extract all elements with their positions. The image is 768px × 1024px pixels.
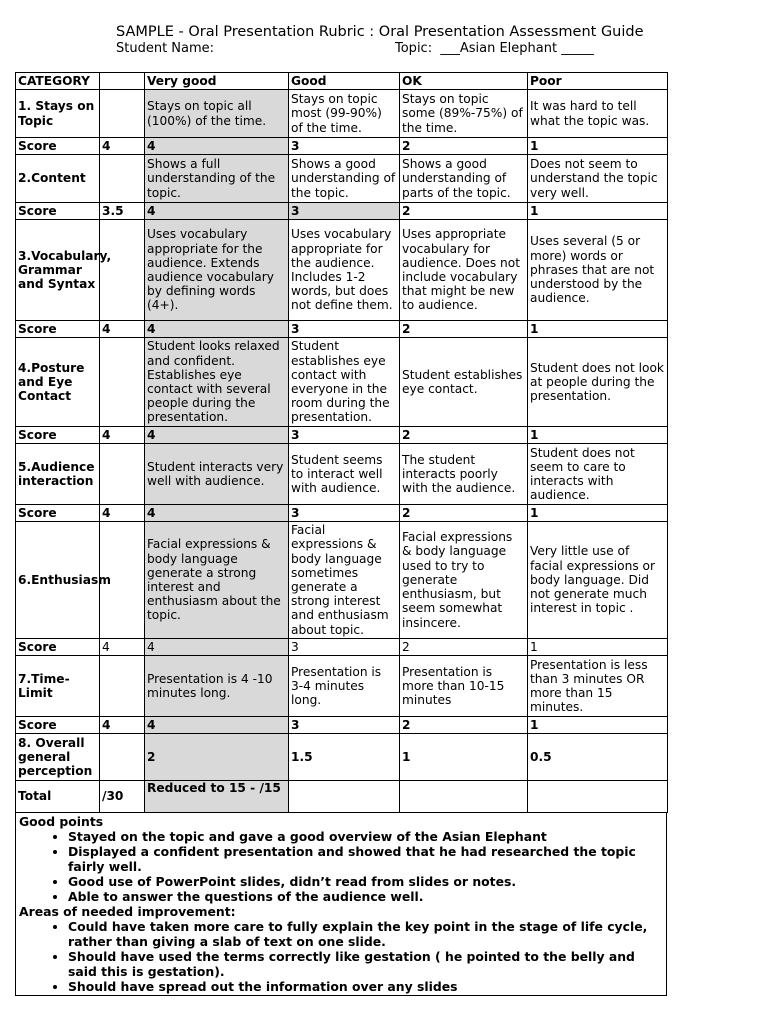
cell-own-score: 4: [100, 321, 145, 338]
cell-very-good: Reduced to 15 - /15: [145, 781, 289, 813]
cell-very-good: 4: [145, 505, 289, 522]
cell-category: 5.Audience interaction: [16, 444, 100, 505]
cell-category: Score: [16, 321, 100, 338]
cell-ok: 2: [400, 717, 528, 734]
table-header-row: [16, 73, 668, 90]
table-row: [16, 639, 668, 656]
cell-ok: 2: [400, 321, 528, 338]
cell-category: 2.Content: [16, 155, 100, 203]
cell-own-score: /30: [100, 781, 145, 813]
table-row: [16, 321, 668, 338]
cell-category: Score: [16, 138, 100, 155]
cell-very-good: 2: [145, 734, 289, 781]
table-row: [16, 338, 668, 427]
cell-ok: [400, 781, 528, 813]
cell-good: 3: [289, 321, 400, 338]
cell-own-score: [100, 220, 145, 321]
table-row: [16, 505, 668, 522]
list-item: • Should have spread out the information over any slides: [68, 979, 663, 994]
cell-good: Stays on topic most (99-90%) of the time.: [289, 90, 400, 138]
cell-poor: 1: [528, 717, 668, 734]
cell-poor: 1: [528, 505, 668, 522]
improvement-list: [19, 919, 663, 994]
rubric-table: [15, 72, 668, 813]
header-cell-own-score: [100, 73, 145, 90]
cell-category: 4.Posture and Eye Contact: [16, 338, 100, 427]
cell-good: 3: [289, 203, 400, 220]
cell-poor: 0.5: [528, 734, 668, 781]
cell-own-score: [100, 90, 145, 138]
cell-good: Shows a good understanding of the topic.: [289, 155, 400, 203]
list-item: • Stayed on the topic and gave a good overview of the Asian Elephant: [68, 829, 663, 844]
cell-very-good: 4: [145, 639, 289, 656]
cell-category: 8. Overall general perception: [16, 734, 100, 781]
cell-poor: 1: [528, 203, 668, 220]
list-item: • Displayed a confident presentation and showed that he had researched the topic fairly well.: [68, 844, 663, 874]
cell-poor: Uses several (5 or more) words or phrases that are not understood by the audience.: [528, 220, 668, 321]
cell-very-good: 4: [145, 427, 289, 444]
cell-own-score: [100, 734, 145, 781]
cell-ok: Facial expressions & body language used to try to generate enthusiasm, but seem somewhat insincere.: [400, 522, 528, 639]
header-cell-good: Good: [289, 73, 400, 90]
cell-ok: 2: [400, 427, 528, 444]
cell-own-score: [100, 444, 145, 505]
cell-good: [289, 781, 400, 813]
table-row: [16, 155, 668, 203]
cell-poor: Does not seem to understand the topic very well.: [528, 155, 668, 203]
cell-category: Score: [16, 203, 100, 220]
table-row: [16, 522, 668, 639]
cell-ok: Uses appropriate vocabulary for audience. Does not include vocabulary that might be new to audience.: [400, 220, 528, 321]
cell-very-good: Uses vocabulary appropriate for the audience. Extends audience vocabulary by defining words (4+).: [145, 220, 289, 321]
cell-good: 3: [289, 138, 400, 155]
cell-ok: The student interacts poorly with the audience.: [400, 444, 528, 505]
comments-box: [15, 813, 667, 996]
header-cell-very-good: Very good: [145, 73, 289, 90]
topic-label: Topic: ___Asian Elephant _____: [395, 41, 594, 56]
cell-ok: 2: [400, 639, 528, 656]
cell-very-good: Presentation is 4 -10 minutes long.: [145, 656, 289, 717]
cell-poor: 1: [528, 639, 668, 656]
cell-category: 6.Enthusiasm: [16, 522, 100, 639]
cell-very-good: Stays on topic all (100%) of the time.: [145, 90, 289, 138]
cell-category: Score: [16, 427, 100, 444]
document-title: SAMPLE - Oral Presentation Rubric : Oral Presentation Assessment Guide: [116, 24, 644, 40]
cell-very-good: 4: [145, 321, 289, 338]
list-item: • Able to answer the questions of the audience well.: [68, 889, 663, 904]
header-cell-poor: Poor: [528, 73, 668, 90]
cell-own-score: [100, 338, 145, 427]
table-row: [16, 717, 668, 734]
cell-own-score: 4: [100, 639, 145, 656]
cell-ok: Stays on topic some (89%-75%) of the time.: [400, 90, 528, 138]
cell-good: 1.5: [289, 734, 400, 781]
cell-category: Total: [16, 781, 100, 813]
cell-category: Score: [16, 505, 100, 522]
cell-own-score: [100, 656, 145, 717]
cell-good: 3: [289, 427, 400, 444]
cell-good: 3: [289, 639, 400, 656]
table-row: [16, 203, 668, 220]
list-item: • Should have used the terms correctly like gestation ( he pointed to the belly and said this is gestation).: [68, 949, 663, 979]
cell-good: Facial expressions & body language sometimes generate a strong interest and enthusiasm about topic.: [289, 522, 400, 639]
header-cell-ok: OK: [400, 73, 528, 90]
cell-very-good: Facial expressions & body language generate a strong interest and enthusiasm about the topic.: [145, 522, 289, 639]
cell-poor: It was hard to tell what the topic was.: [528, 90, 668, 138]
cell-good: Uses vocabulary appropriate for the audience. Includes 1-2 words, but does not define them.: [289, 220, 400, 321]
cell-very-good: Shows a full understanding of the topic.: [145, 155, 289, 203]
cell-good: Student seems to interact well with audience.: [289, 444, 400, 505]
cell-category: Score: [16, 639, 100, 656]
list-item: • Could have taken more care to fully explain the key point in the stage of life cycle, rather than giving a slab of text on one slide.: [68, 919, 663, 949]
table-row: [16, 90, 668, 138]
cell-ok: Shows a good understanding of parts of the topic.: [400, 155, 528, 203]
cell-own-score: 4: [100, 427, 145, 444]
cell-good: Presentation is 3-4 minutes long.: [289, 656, 400, 717]
table-row: [16, 734, 668, 781]
cell-very-good: Student interacts very well with audience.: [145, 444, 289, 505]
cell-very-good: 4: [145, 717, 289, 734]
cell-ok: 2: [400, 138, 528, 155]
cell-category: 1. Stays on Topic: [16, 90, 100, 138]
cell-own-score: 4: [100, 505, 145, 522]
cell-own-score: 4: [100, 138, 145, 155]
cell-poor: Student does not seem to care to interacts with audience.: [528, 444, 668, 505]
cell-poor: Presentation is less than 3 minutes OR more than 15 minutes.: [528, 656, 668, 717]
good-points-list: [19, 829, 663, 904]
table-row: [16, 427, 668, 444]
cell-poor: Student does not look at people during the presentation.: [528, 338, 668, 427]
cell-own-score: 4: [100, 717, 145, 734]
cell-poor: 1: [528, 427, 668, 444]
cell-ok: 1: [400, 734, 528, 781]
student-topic-line: [116, 41, 676, 57]
cell-good: 3: [289, 717, 400, 734]
header-cell-category: CATEGORY: [16, 73, 100, 90]
cell-very-good: 4: [145, 203, 289, 220]
cell-ok: Student establishes eye contact.: [400, 338, 528, 427]
table-row: [16, 781, 668, 813]
cell-good: 3: [289, 505, 400, 522]
cell-poor: [528, 781, 668, 813]
cell-poor: 1: [528, 138, 668, 155]
list-item: • Good use of PowerPoint slides, didn’t read from slides or notes.: [68, 874, 663, 889]
student-name-label: Student Name:: [116, 41, 215, 56]
table-row: [16, 138, 668, 155]
table-row: [16, 220, 668, 321]
cell-ok: 2: [400, 505, 528, 522]
cell-category: 3.Vocabulary, Grammar and Syntax: [16, 220, 100, 321]
table-row: [16, 444, 668, 505]
cell-category: Score: [16, 717, 100, 734]
cell-very-good: 4: [145, 138, 289, 155]
cell-poor: 1: [528, 321, 668, 338]
document-header: [116, 24, 676, 57]
table-row: [16, 656, 668, 717]
good-points-heading: Good points: [19, 814, 104, 829]
cell-ok: Presentation is more than 10-15 minutes: [400, 656, 528, 717]
cell-own-score: [100, 155, 145, 203]
cell-own-score: 3.5: [100, 203, 145, 220]
cell-good: Student establishes eye contact with everyone in the room during the presentation.: [289, 338, 400, 427]
improvement-heading: Areas of needed improvement:: [19, 904, 236, 919]
cell-ok: 2: [400, 203, 528, 220]
cell-category: 7.Time-Limit: [16, 656, 100, 717]
cell-poor: Very little use of facial expressions or body language. Did not generate much interest in topic .: [528, 522, 668, 639]
cell-very-good: Student looks relaxed and confident. Establishes eye contact with several people during the presentation.: [145, 338, 289, 427]
